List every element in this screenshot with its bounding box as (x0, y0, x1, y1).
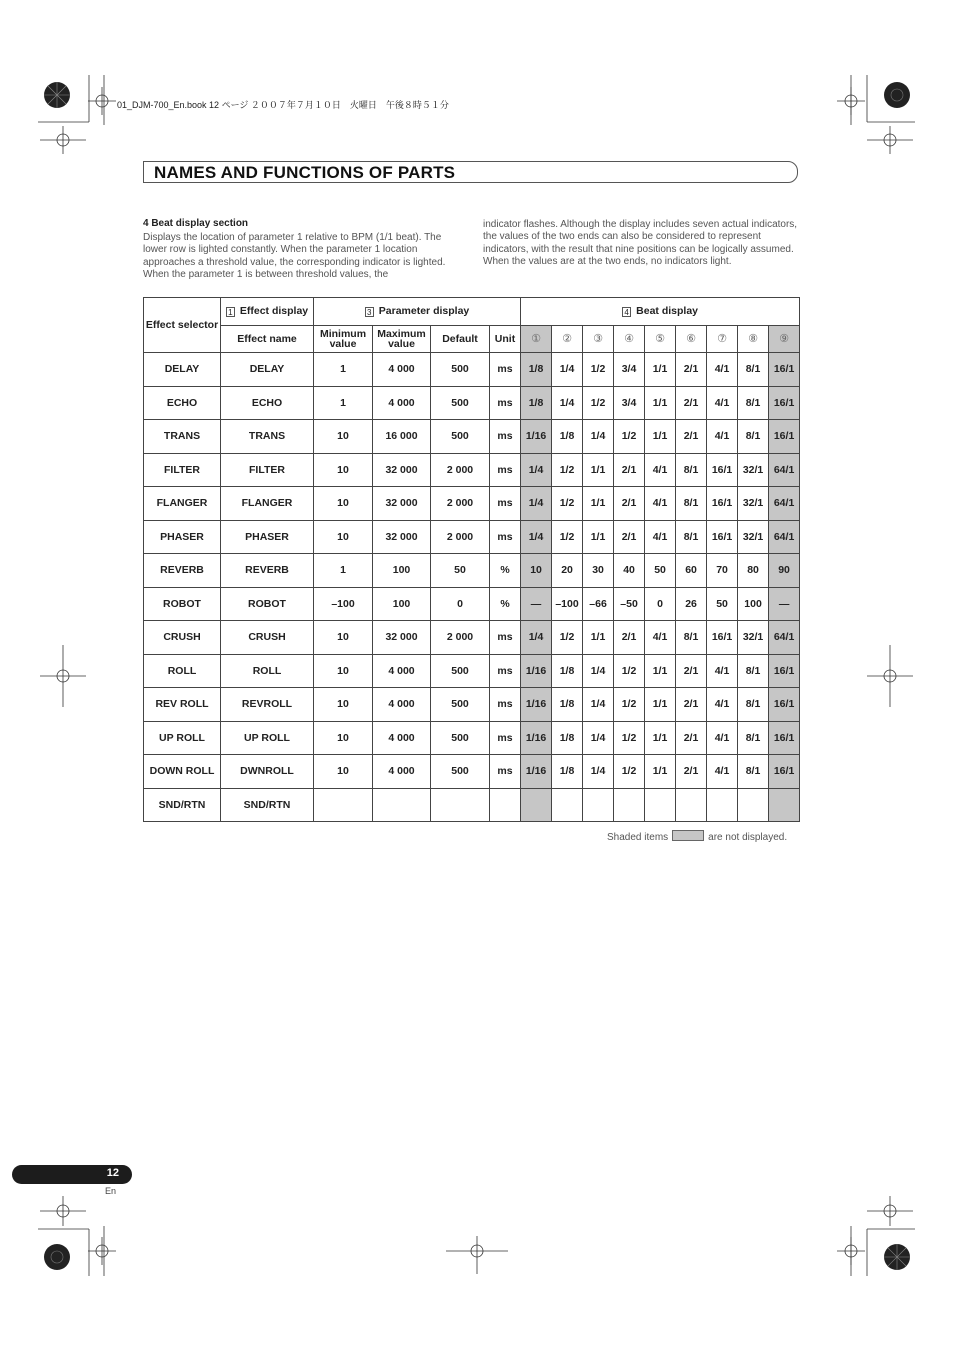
cell-beat-5: 4/1 (645, 520, 676, 554)
cell-max (373, 788, 431, 822)
cell-name: REVERB (221, 554, 314, 588)
cell-beat-7: 16/1 (707, 621, 738, 655)
cell-beat-1: 1/8 (521, 386, 552, 420)
cell-beat-1: 10 (521, 554, 552, 588)
cell-beat-2: 1/8 (552, 654, 583, 688)
cell-beat-9: 64/1 (769, 520, 800, 554)
cell-selector: FILTER (144, 453, 221, 487)
cell-beat-5: 1/1 (645, 688, 676, 722)
cell-default: 500 (431, 755, 490, 789)
cell-min: –100 (314, 587, 373, 621)
cell-beat-7: 16/1 (707, 453, 738, 487)
cell-beat-3: 1/1 (583, 621, 614, 655)
cell-name: FILTER (221, 453, 314, 487)
header-beat-3: ③ (583, 326, 614, 353)
cell-beat-2 (552, 788, 583, 822)
cell-beat-6 (676, 788, 707, 822)
cell-beat-3 (583, 788, 614, 822)
cell-unit: ms (490, 386, 521, 420)
header-beat-8: ⑧ (738, 326, 769, 353)
table-row (144, 420, 800, 454)
cell-beat-9: 16/1 (769, 353, 800, 387)
cell-beat-9: 16/1 (769, 755, 800, 789)
cell-name: SND/RTN (221, 788, 314, 822)
cell-beat-8: 32/1 (738, 520, 769, 554)
cell-beat-4: 1/2 (614, 420, 645, 454)
cell-beat-3: 1/4 (583, 755, 614, 789)
cell-beat-1: 1/16 (521, 654, 552, 688)
shading-legend (607, 830, 787, 843)
table-row (144, 353, 800, 387)
cell-beat-9: 16/1 (769, 654, 800, 688)
cell-beat-2: 1/8 (552, 420, 583, 454)
header-beat-9: ⑨ (769, 326, 800, 353)
cell-selector: ECHO (144, 386, 221, 420)
cell-selector: REVERB (144, 554, 221, 588)
cell-default: 500 (431, 386, 490, 420)
cell-selector: FLANGER (144, 487, 221, 521)
cell-beat-9: 16/1 (769, 688, 800, 722)
cell-beat-9 (769, 788, 800, 822)
cell-beat-4: 2/1 (614, 520, 645, 554)
cell-beat-6: 2/1 (676, 386, 707, 420)
table-row (144, 386, 800, 420)
cell-beat-6: 60 (676, 554, 707, 588)
cell-beat-8: 8/1 (738, 654, 769, 688)
cell-default: 2 000 (431, 453, 490, 487)
header-beat-1: ① (521, 326, 552, 353)
cell-max: 16 000 (373, 420, 431, 454)
cell-beat-1: 1/4 (521, 487, 552, 521)
cell-beat-3: 1/1 (583, 487, 614, 521)
cell-beat-3: 1/1 (583, 520, 614, 554)
cell-beat-2: 1/8 (552, 755, 583, 789)
header-beat-5: ⑤ (645, 326, 676, 353)
cell-min: 1 (314, 554, 373, 588)
cell-beat-9: — (769, 587, 800, 621)
cell-selector: TRANS (144, 420, 221, 454)
cell-beat-5: 1/1 (645, 721, 676, 755)
cell-default: 500 (431, 721, 490, 755)
cell-unit: ms (490, 688, 521, 722)
cell-beat-4: –50 (614, 587, 645, 621)
cell-beat-2: 1/4 (552, 353, 583, 387)
cell-beat-9: 16/1 (769, 420, 800, 454)
cell-beat-7: 4/1 (707, 688, 738, 722)
cell-beat-8: 8/1 (738, 688, 769, 722)
cell-beat-7: 4/1 (707, 353, 738, 387)
cell-beat-2: 1/2 (552, 453, 583, 487)
cell-unit: % (490, 587, 521, 621)
table-row (144, 621, 800, 655)
cell-beat-1: 1/16 (521, 721, 552, 755)
cell-beat-5: 1/1 (645, 755, 676, 789)
header-beat-4: ④ (614, 326, 645, 353)
page-title: NAMES AND FUNCTIONS OF PARTS (154, 163, 456, 182)
cell-beat-5: 4/1 (645, 621, 676, 655)
table-row (144, 688, 800, 722)
cell-beat-1: — (521, 587, 552, 621)
cell-beat-6: 2/1 (676, 353, 707, 387)
cell-beat-1: 1/4 (521, 453, 552, 487)
cell-beat-1: 1/8 (521, 353, 552, 387)
table-row (144, 587, 800, 621)
cell-beat-4: 40 (614, 554, 645, 588)
cell-unit (490, 788, 521, 822)
cell-max: 32 000 (373, 621, 431, 655)
legend-text-before: Shaded items (607, 832, 669, 843)
cell-max: 32 000 (373, 520, 431, 554)
cell-beat-1 (521, 788, 552, 822)
page-number: 12 (106, 1167, 119, 1179)
cell-beat-6: 8/1 (676, 520, 707, 554)
cell-name: PHASER (221, 520, 314, 554)
cell-default: 2 000 (431, 487, 490, 521)
cell-min: 10 (314, 520, 373, 554)
cell-beat-3: 1/2 (583, 386, 614, 420)
cell-beat-8: 8/1 (738, 755, 769, 789)
number-box: 4 (622, 307, 631, 317)
cell-beat-4: 1/2 (614, 654, 645, 688)
cell-beat-5: 4/1 (645, 453, 676, 487)
cell-beat-4: 1/2 (614, 755, 645, 789)
cell-beat-8: 32/1 (738, 621, 769, 655)
cell-beat-4: 1/2 (614, 688, 645, 722)
table-row (144, 721, 800, 755)
cell-beat-1: 1/16 (521, 420, 552, 454)
header-minimum-value: Minimum value (314, 326, 373, 353)
cell-beat-8: 8/1 (738, 420, 769, 454)
cell-selector: SND/RTN (144, 788, 221, 822)
cell-beat-8 (738, 788, 769, 822)
table-row (144, 453, 800, 487)
header-effect-selector: Effect selector (144, 298, 221, 353)
cell-beat-5: 1/1 (645, 420, 676, 454)
cell-default: 500 (431, 353, 490, 387)
page-number-tab (12, 1165, 132, 1184)
cell-beat-5: 0 (645, 587, 676, 621)
cell-beat-3: 1/4 (583, 654, 614, 688)
cell-unit: ms (490, 755, 521, 789)
number-box: 3 (365, 307, 374, 317)
header-effect-name: Effect name (221, 326, 314, 353)
description-left: Displays the location of parameter 1 relative to BPM (1/1 beat). The lower row is lighted constantly. When the parameter 1 location approaches a threshold value, the corresponding indicator is lighted. When the parameter 1 is between threshold values, the (143, 232, 446, 281)
file-info-line: 01_DJM-700_En.book 12 ページ ２００７年７月１０日 火曜日 午後８時５１分 (117, 100, 449, 110)
cell-default: 500 (431, 420, 490, 454)
header-unit: Unit (490, 326, 521, 353)
cell-beat-7: 4/1 (707, 420, 738, 454)
cell-unit: ms (490, 420, 521, 454)
cell-beat-5: 1/1 (645, 353, 676, 387)
cell-default: 50 (431, 554, 490, 588)
cell-min: 10 (314, 688, 373, 722)
cell-selector: CRUSH (144, 621, 221, 655)
cell-beat-7: 70 (707, 554, 738, 588)
cell-beat-2: 20 (552, 554, 583, 588)
cell-beat-2: 1/8 (552, 688, 583, 722)
cell-beat-5: 4/1 (645, 487, 676, 521)
cell-min: 10 (314, 755, 373, 789)
cell-beat-3: 1/4 (583, 688, 614, 722)
cell-beat-7: 4/1 (707, 721, 738, 755)
header-parameter-display (314, 298, 521, 326)
cell-name: TRANS (221, 420, 314, 454)
cell-beat-9: 90 (769, 554, 800, 588)
cell-selector: UP ROLL (144, 721, 221, 755)
table-row (144, 520, 800, 554)
cell-max: 32 000 (373, 453, 431, 487)
cell-beat-6: 2/1 (676, 688, 707, 722)
cell-min (314, 788, 373, 822)
header-beat-2: ② (552, 326, 583, 353)
cell-unit: ms (490, 520, 521, 554)
cell-beat-8: 32/1 (738, 487, 769, 521)
header-default: Default (431, 326, 490, 353)
page-language: En (105, 1186, 117, 1196)
cell-beat-7: 50 (707, 587, 738, 621)
cell-beat-6: 26 (676, 587, 707, 621)
description-right: indicator flashes. Although the display includes seven actual indicators, the values of the two ends can also be considered to represent indicators, with the result that nine positions can be logically assumed. When the values are at the two ends, no indicators light. (483, 219, 798, 268)
cell-min: 10 (314, 654, 373, 688)
cell-selector: ROLL (144, 654, 221, 688)
effect-parameters-table (143, 297, 800, 822)
cell-unit: ms (490, 721, 521, 755)
cell-unit: ms (490, 353, 521, 387)
cell-beat-3: 1/4 (583, 420, 614, 454)
chapter-title-bar (143, 161, 798, 183)
cell-name: DELAY (221, 353, 314, 387)
cell-beat-8: 8/1 (738, 386, 769, 420)
cell-min: 1 (314, 386, 373, 420)
cell-min: 10 (314, 453, 373, 487)
table-row (144, 654, 800, 688)
cell-beat-3: –66 (583, 587, 614, 621)
cell-name: FLANGER (221, 487, 314, 521)
cell-max: 4 000 (373, 755, 431, 789)
cell-beat-2: –100 (552, 587, 583, 621)
cell-beat-3: 1/1 (583, 453, 614, 487)
cell-beat-6: 2/1 (676, 755, 707, 789)
cell-beat-7: 4/1 (707, 755, 738, 789)
cell-selector: PHASER (144, 520, 221, 554)
cell-beat-4: 3/4 (614, 353, 645, 387)
header-beat-display-label: Beat display (636, 305, 698, 317)
cell-beat-4: 1/2 (614, 721, 645, 755)
legend-text-after: are not displayed. (708, 832, 788, 843)
cell-beat-8: 100 (738, 587, 769, 621)
cell-max: 4 000 (373, 353, 431, 387)
cell-max: 4 000 (373, 721, 431, 755)
cell-default: 2 000 (431, 621, 490, 655)
cell-beat-4 (614, 788, 645, 822)
cell-default: 0 (431, 587, 490, 621)
cell-beat-6: 2/1 (676, 721, 707, 755)
cell-beat-7: 4/1 (707, 386, 738, 420)
cell-beat-2: 1/2 (552, 520, 583, 554)
cell-unit: % (490, 554, 521, 588)
cell-max: 4 000 (373, 386, 431, 420)
cell-unit: ms (490, 654, 521, 688)
cell-beat-9: 64/1 (769, 621, 800, 655)
cell-beat-7 (707, 788, 738, 822)
cell-beat-9: 16/1 (769, 386, 800, 420)
cell-beat-5 (645, 788, 676, 822)
cell-beat-4: 2/1 (614, 453, 645, 487)
cell-beat-6: 2/1 (676, 654, 707, 688)
cell-name: ROLL (221, 654, 314, 688)
cell-max: 32 000 (373, 487, 431, 521)
cell-selector: DELAY (144, 353, 221, 387)
cell-beat-4: 3/4 (614, 386, 645, 420)
cell-beat-9: 16/1 (769, 721, 800, 755)
cell-max: 4 000 (373, 688, 431, 722)
table-row (144, 487, 800, 521)
number-box: 1 (226, 307, 235, 317)
cell-beat-2: 1/2 (552, 487, 583, 521)
cell-name: ROBOT (221, 587, 314, 621)
table-row (144, 755, 800, 789)
cell-unit: ms (490, 621, 521, 655)
cell-beat-6: 8/1 (676, 487, 707, 521)
cell-beat-8: 32/1 (738, 453, 769, 487)
cell-beat-1: 1/4 (521, 621, 552, 655)
cell-min: 10 (314, 420, 373, 454)
cell-beat-2: 1/2 (552, 621, 583, 655)
cell-beat-9: 64/1 (769, 487, 800, 521)
cell-beat-2: 1/4 (552, 386, 583, 420)
header-beat-7: ⑦ (707, 326, 738, 353)
cell-min: 10 (314, 721, 373, 755)
table-row (144, 554, 800, 588)
cell-beat-4: 2/1 (614, 621, 645, 655)
cell-default: 2 000 (431, 520, 490, 554)
header-beat-display (521, 298, 800, 326)
cell-unit: ms (490, 453, 521, 487)
cell-beat-8: 8/1 (738, 353, 769, 387)
header-maximum-value: Maximum value (373, 326, 431, 353)
cell-beat-1: 1/16 (521, 688, 552, 722)
cell-beat-7: 4/1 (707, 654, 738, 688)
cell-beat-2: 1/8 (552, 721, 583, 755)
cell-beat-3: 30 (583, 554, 614, 588)
cell-beat-5: 1/1 (645, 654, 676, 688)
header-beat-6: ⑥ (676, 326, 707, 353)
cell-name: UP ROLL (221, 721, 314, 755)
cell-beat-7: 16/1 (707, 487, 738, 521)
cell-beat-1: 1/16 (521, 755, 552, 789)
cell-selector: DOWN ROLL (144, 755, 221, 789)
section-heading: 4 Beat display section (143, 218, 249, 229)
cell-name: CRUSH (221, 621, 314, 655)
cell-beat-5: 1/1 (645, 386, 676, 420)
cell-beat-4: 2/1 (614, 487, 645, 521)
cell-beat-6: 8/1 (676, 621, 707, 655)
cell-beat-8: 80 (738, 554, 769, 588)
cell-beat-6: 8/1 (676, 453, 707, 487)
header-parameter-display-label: Parameter display (378, 305, 470, 317)
cell-max: 4 000 (373, 654, 431, 688)
cell-beat-5: 50 (645, 554, 676, 588)
cell-default: 500 (431, 688, 490, 722)
table-row (144, 788, 800, 822)
cell-name: DWNROLL (221, 755, 314, 789)
cell-selector: REV ROLL (144, 688, 221, 722)
header-effect-display (221, 298, 314, 326)
cell-max: 100 (373, 587, 431, 621)
cell-default (431, 788, 490, 822)
cell-beat-3: 1/2 (583, 353, 614, 387)
cell-min: 10 (314, 487, 373, 521)
cell-beat-7: 16/1 (707, 520, 738, 554)
cell-beat-6: 2/1 (676, 420, 707, 454)
header-effect-display-label: Effect display (239, 305, 309, 317)
cell-min: 10 (314, 621, 373, 655)
cell-name: ECHO (221, 386, 314, 420)
cell-max: 100 (373, 554, 431, 588)
cell-beat-1: 1/4 (521, 520, 552, 554)
shaded-swatch (672, 830, 704, 841)
cell-min: 1 (314, 353, 373, 387)
cell-default: 500 (431, 654, 490, 688)
cell-name: REVROLL (221, 688, 314, 722)
cell-beat-3: 1/4 (583, 721, 614, 755)
cell-beat-8: 8/1 (738, 721, 769, 755)
cell-selector: ROBOT (144, 587, 221, 621)
cell-beat-9: 64/1 (769, 453, 800, 487)
cell-unit: ms (490, 487, 521, 521)
